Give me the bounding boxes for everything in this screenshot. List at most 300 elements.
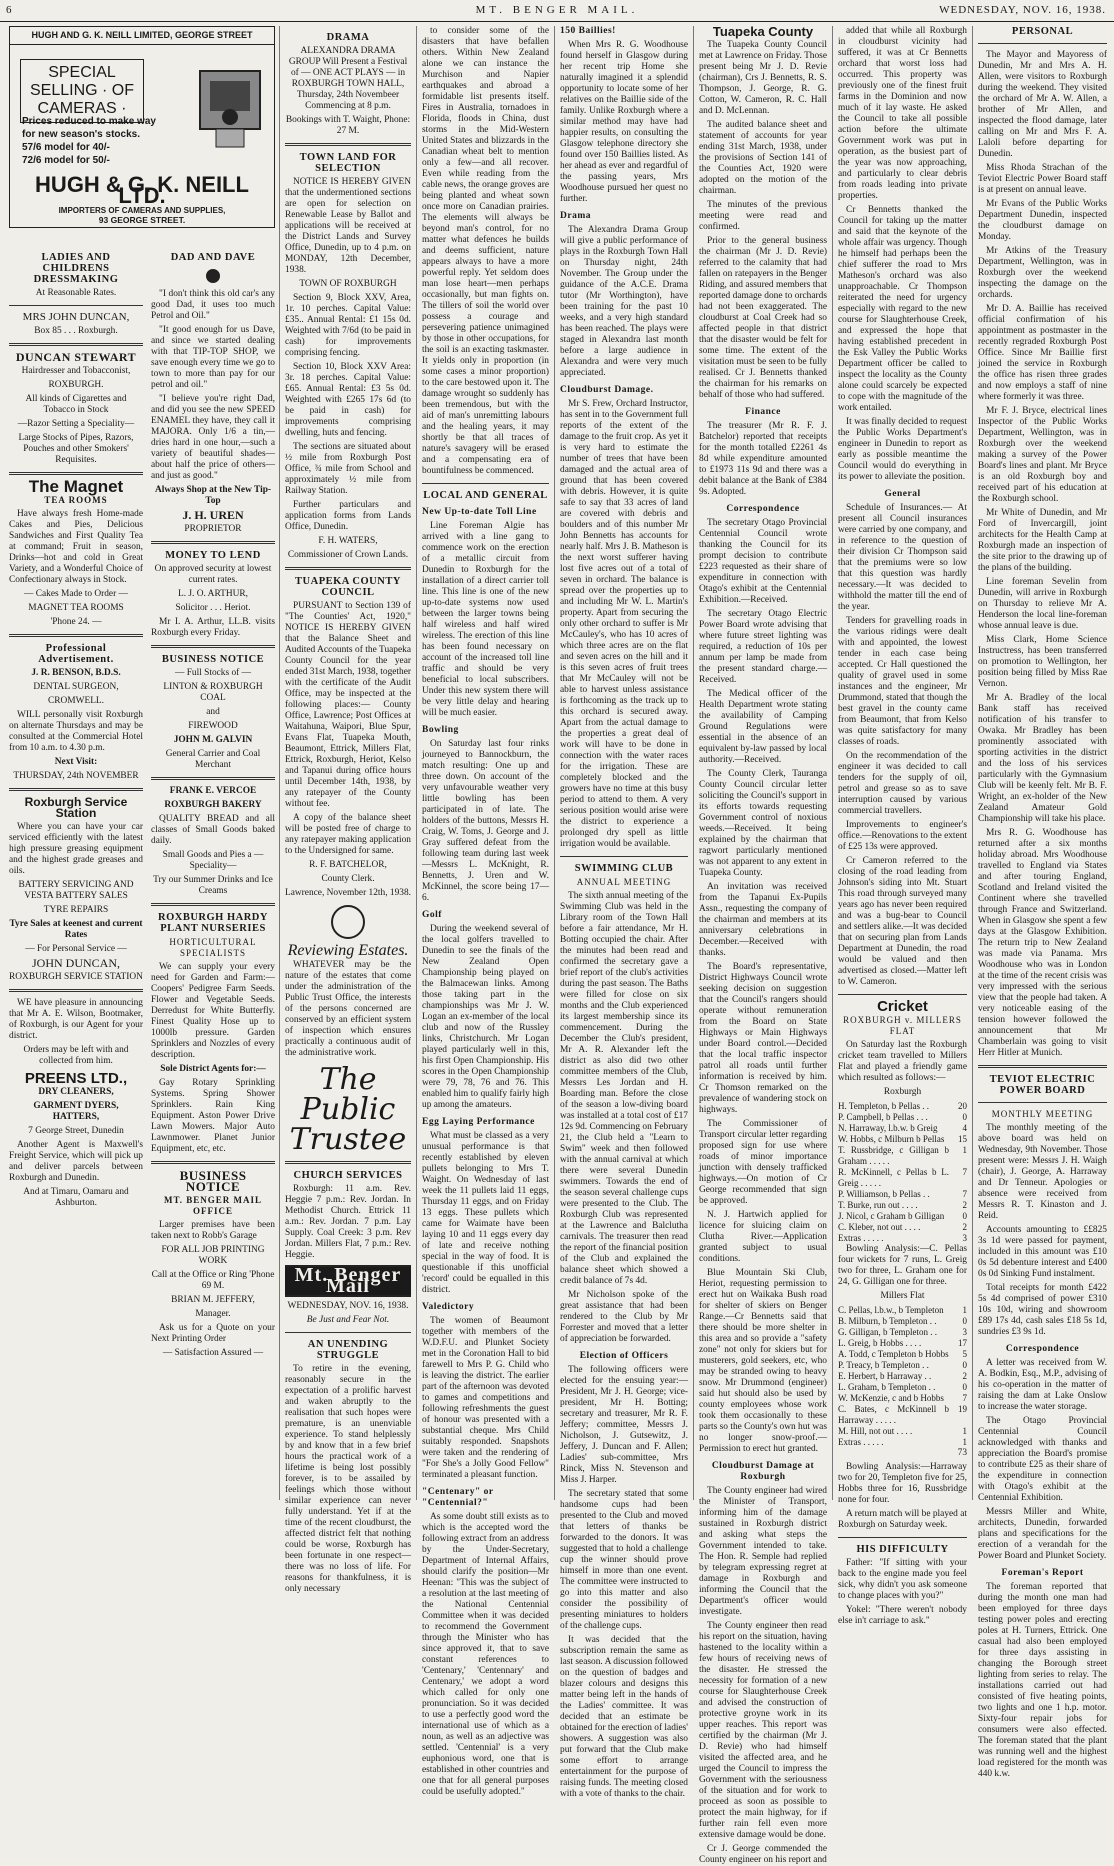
- return-match: A return match will be played at Roxburgh on Saturday week.: [838, 1509, 967, 1530]
- batsman: N. Harraway, l.b.w. b Greig: [838, 1123, 938, 1133]
- correspondence-text: The secretary Otago Provincial Centennial Council wrote thanking the Council for its prompt decision to contribute £223 requested as their share of expenditure in connection with Otago's exhibit at the Centennial Exhibition.—Received.: [699, 518, 827, 605]
- difficulty-text: Yokel: "There weren't nobody else in't carriage to ask.": [838, 1605, 967, 1626]
- runs: 0: [962, 1211, 967, 1221]
- tuapeka-heading: Tuapeka County: [712, 24, 814, 39]
- general-heading: General: [884, 489, 921, 499]
- cricket-heading: Cricket: [877, 998, 928, 1015]
- office-text: Larger premises have been taken next to Robb's Garage: [151, 1220, 275, 1241]
- column-2: [148, 246, 278, 1500]
- runs: 7: [962, 1167, 967, 1177]
- runs: 4: [962, 1123, 967, 1133]
- magnet-cakes: — Cakes Made to Order —: [24, 589, 128, 599]
- money-heading: MONEY TO LEND: [165, 550, 261, 561]
- duncan-address: Box 85 . . . Roxburgh.: [34, 326, 118, 336]
- hardy-agents: Sole District Agents for:—: [160, 1064, 266, 1074]
- tuapeka-notice-signature: Lawrence, November 12th, 1938.: [285, 888, 411, 898]
- centennial-heading: "Centenary" or "Centennial?": [422, 1487, 494, 1508]
- runs: 5: [962, 1349, 967, 1359]
- personal-text: Mr D. A. Baillie has received official confirmation of his appointment as postmaster in the recently regraded Roxburgh Post Office. Since Mr Baillie first joined the service in Roxburgh the office has risen three grades and now employs a staff of nine where formerly it was three.: [978, 304, 1107, 402]
- camera-company-name: HUGH & G. K. NEILL LTD.: [35, 172, 249, 208]
- officers-text: It was decided that the subscription remain the same as last season. A discussion followed on the question of badges and blazer colours and designs this matter being left in the hands of the Ladies' committee. It was decided that an estimate be obtained for the erection of ladies' showers. A suggestion was also put forward that the Club make some effort to arrange entertainment for the purpose of raising funds. The meeting closed with a vote of thanks to the chair.: [560, 1635, 688, 1799]
- runs: 0: [962, 1112, 967, 1122]
- public-trust-seal-icon: [331, 905, 365, 939]
- divider: [560, 856, 688, 857]
- land-text: NOTICE IS HEREBY GIVEN that the undermentioned sections are open for selection on Renewable Lease by Ballot and applications will be received at the District Lands and Survey Office, Dunedin, up to 4 p.m. on MONDAY, 12th December, 1938.: [285, 177, 411, 275]
- egg-heading: Egg Laying Performance: [422, 1117, 535, 1127]
- personal-text: Mr A. Bradley of the local Bank staff has received notification of his transfer to Owaka. Mr Bradley has been prominently associated with sporting activities in the district and the loss of his services particularly with the Gymnasium Club will be keenly felt. Mr B. F. Wright, an ex-holder of the New Zealand Amateur Gold Championship will take his place.: [978, 693, 1107, 824]
- land-signature-title: Commissioner of Crown Lands.: [287, 550, 409, 560]
- issue-date: WEDNESDAY, NOV. 16, 1938.: [939, 4, 1106, 16]
- divider: [285, 1161, 411, 1164]
- teviot-correspondence-heading: Correspondence: [1005, 1344, 1080, 1354]
- camera-line: 72/6 model for 50/-: [22, 155, 110, 166]
- runs: 15: [958, 1134, 967, 1144]
- hardy-list: Gay Rotary Sprinkling Systems. Spring Shower Sprinklers. Rain King Equipment. Aston Power Drive Lawn Mowers. Major Auto Lawnmower. Planet Junior Equipment, etc, etc.: [151, 1078, 275, 1154]
- score-row: [838, 1189, 967, 1200]
- swimming-heading: SWIMMING CLUB: [574, 863, 674, 874]
- toll-heading: New Up-to-date Toll Line: [422, 507, 537, 517]
- difficulty-text: Father: "If sitting with your back to the engine made you feel sick, why didn't you ask someone to change places with you?": [838, 1558, 967, 1601]
- tuapeka-notice-signature: R. F. BATCHELOR,: [309, 860, 387, 870]
- council-text: Cr Bennetts thanked the Council for taking up the matter and said that the keynote of the whole affair was urgency. Though he himself had perhaps been the chief sufferer the road to Mrs Matheson's orchard was also unapproachable. Cr Thompson reiterated the need for urgency especially with regard to the new course for Slaughterhouse Creek, and expressed the hope that having established precedent in the Esk Valley the Public Works Department officer be called to inspect the locality as the County alone could scarcely be expected to cope with the magnitude of the work entailed.: [838, 205, 967, 413]
- drama-news-text: The Alexandra Drama Group will give a public performance of plays in the Roxburgh Town Hall on Thursday night, 24th November. The Group under the guidance of the A.C.E. Drama tutor (Mr Worthington), have been training for the past 10 weeks, and a very high standard has been reached. The plays were staged in Alexandra last month before a large audience in Alexandra and were very much appreciated.: [560, 225, 688, 378]
- duncan-name: MRS JOHN DUNCAN,: [22, 311, 130, 323]
- roxburgh-scores: [838, 1101, 967, 1244]
- divider: [9, 305, 143, 306]
- wilson-text: WE have pleasure in announcing that Mr A. E. Wilson, Bootmaker, of Roxburgh, is our Agent for your district.: [9, 998, 143, 1041]
- runs: 17: [958, 1338, 967, 1348]
- public-trustee-logo: The Public Trustee: [289, 1062, 407, 1157]
- millers-flat-total: 73: [957, 1448, 967, 1458]
- score-row: [838, 1211, 967, 1222]
- runs: 3: [962, 1233, 967, 1243]
- batsman: J. Nicol, c Graham b Gilligan: [838, 1211, 945, 1221]
- drama-news-heading: Drama: [560, 211, 591, 221]
- camera-illustration-icon: [196, 67, 264, 151]
- column-4: [419, 26, 552, 1797]
- officers-heading: Election of Officers: [579, 1351, 669, 1361]
- score-row: [838, 1437, 967, 1448]
- divider: [285, 1332, 411, 1333]
- divider: [9, 788, 143, 791]
- swimming-text: Mr Nicholson spoke of the great assistance that had been rendered to the Club by Mr Forrester and moved that a letter of appreciation be forwarded.: [560, 1290, 688, 1344]
- batsman: L. Graham, b Templeton . .: [838, 1382, 936, 1392]
- bowling-text: On Saturday last four rinks journeyed to Bannockburn, the match resulting: One up and three down. On account of the very unfavourable weather very little bowling has been participated in of late. The holders of the buttons, Messrs H. Craig, W. Toms, J. George and J. Gray suffered defeat from the following team during last week—Messrs L. McKnight, R. Bennetts, J. Uren and W. McKinnel, the score being 17—6.: [422, 739, 549, 903]
- finance-heading: Finance: [745, 407, 781, 417]
- batsman: Extras . . . . .: [838, 1437, 884, 1447]
- column-rule: [279, 26, 280, 1500]
- office-text: FOR ALL JOB PRINTING WORK: [161, 1245, 265, 1266]
- general-text: Tenders for gravelling roads in the various ridings were dealt with and appointed, the lowest tender in each case being accepted. Cr Hall questioned the quality of gravel used in some instances and the engineer, Mr Drummond, stated that though the best gravel in the county came from Beaumont, that from Kelso was quite satisfactory for many classes of roads.: [838, 616, 967, 747]
- office-manager: Manager.: [195, 1309, 231, 1319]
- benson-town: CROMWELL.: [48, 696, 104, 706]
- runs: 7: [962, 1393, 967, 1403]
- church-text: Roxburgh: 11 a.m. Rev. Heggie 7 p.m.: Rev. Jordan. In Methodist Church. Ettrick 11 a.m.: Rev. Jordan. 7 p.m. Lay Supply. Coal Creek: 3 p.m. Rev Jordan. Millers Flat, 7 p.m.: Rev. Heggie.: [285, 1184, 411, 1260]
- teviot-correspondence-text: The Otago Provincial Centennial Council acknowledged with thanks and appreciation the Board's promise to contribute £25 as their share of the expenditure in connection with Otago's exhibit at the Centennial Exhibition.: [978, 1416, 1107, 1503]
- runs: 2: [962, 1222, 967, 1232]
- egg-text: What must be classed as a very unusual performance is that recently established by eleven pullets belonging to Mrs T. Waight. On Wednesday of last week the 11 pullets laid 11 eggs, Thursday 11 eggs, and on Friday 13 eggs. These pullets which came for Waimate have been laying 10 and 11 eggs every day of late and receive nothing special in the way of food. It is questionable if this unofficial 'record' could be equalled in this district.: [422, 1131, 549, 1295]
- page-number: 6: [6, 4, 13, 16]
- batsman: W. Hobbs, c Milburn b Pellas: [838, 1134, 945, 1144]
- runs: 1: [962, 1426, 967, 1436]
- masthead: [0, 0, 1114, 22]
- batsman: G. Gilligan, b Templeton . .: [838, 1327, 937, 1337]
- general-text: Schedule of Insurances.— At present all Council insurances were carried by one company, and in reference to the question of their division Cr Thompson said that the premiums were so low that this question was hardly necessary.—It was decided to withhold the matter till the end of the year.: [838, 503, 967, 612]
- roxburgh-team-heading: Roxburgh: [883, 1087, 922, 1097]
- divider: [151, 541, 275, 544]
- score-row: [838, 1360, 967, 1371]
- paper-motto: Be Just and Fear Not.: [306, 1315, 390, 1325]
- land-town: TOWN OF ROXBURGH: [299, 279, 397, 289]
- score-row: [838, 1222, 967, 1233]
- divider: [9, 472, 143, 475]
- millers-flat-heading: Millers Flat: [880, 1291, 925, 1301]
- batsman: C. Kleber, not out . . . .: [838, 1222, 921, 1232]
- hardy-sub: HORTICULTURAL SPECIALISTS: [169, 937, 257, 958]
- column-8: [975, 26, 1110, 1779]
- vercoe-text: Small Goods and Pies a —Speciality—: [162, 850, 264, 871]
- divider: [9, 343, 143, 346]
- cloudburst-heading: Cloudburst Damage.: [560, 385, 654, 395]
- column-rule: [554, 26, 555, 1500]
- toll-text: Line Foreman Algie has arrived with a line gang to commence work on the erection of a metallic circuit from Dunedin to Roxburgh for the installation of a direct carrier toll line. This line is one of the new up-to-date systems now used between the larger towns being half wireless and half wired wireless. The erection of this line has been found necessary on account of the increased toll line traffic and should be very beneficial to local subscribers. Under this new system there will be very little delay and hearing will be much easier.: [422, 521, 549, 718]
- batsman: H. Templeton, b Pellas . .: [838, 1101, 929, 1111]
- divider: [978, 43, 1107, 44]
- magnet-rooms: MAGNET TEA ROOMS: [28, 603, 124, 613]
- magnet-phone: 'Phone 24. —: [50, 617, 102, 627]
- correspondence-text: The Board's representative, District Highways Council wrote seeking decision on suggestion that the Council's rangers should operate without remuneration from the Board on State Highways or Main Highways under Board control.—Decided that the local traffic inspector patrol all roads until further information is received by him. Cr Thomson remarked on the prevalence of wandering stock on highways.: [699, 962, 827, 1115]
- camera-ad-column: [6, 26, 278, 238]
- dad-emblem-icon: [206, 269, 220, 283]
- valedictory-text: The women of Beaumont together with members of the W.D.F.U. and Plunket Society met in the Coronation Hall to bid farewell to Mrs P. G. Child who is leaving the district. The earlier part of the afternoon was devoted to games and competitions and following refreshments the guest of honour was presented with a substantial cheque. Mrs Child suitably responded. Snapshots were taken and the rendering of "For She's a Jolly Good Fellow" terminated a pleasant function.: [422, 1316, 549, 1480]
- office-heading: BUSINESS NOTICE: [179, 1168, 247, 1194]
- dad-shop: Always Shop at the New Tip-Top: [154, 485, 272, 506]
- dad-text: "I don't think this old car's any good Dad, it uses too much Petrol and Oil.": [151, 289, 275, 321]
- score-row: [838, 1404, 967, 1426]
- galvin-sub: General Carrier and Coal Merchant: [165, 749, 261, 770]
- cloudburst-roxburgh-text: The County engineer had wired the Minister of Transport, informing him of the damage sustained in Roxburgh district and asking what steps the Government intended to take. The Hon. R. Semple had replied by telegram expressing regret at damage in Roxburgh and informing the Council that the Department's officer would investigate.: [699, 1486, 827, 1617]
- divider: [285, 567, 411, 570]
- arthur-sub: Solicitor . . . Heriot.: [175, 603, 251, 613]
- tuapeka-text: The audited balance sheet and statement of accounts for year ending 31st March, 1938, under the provisions of Section 141 of the Counties Act, 1920 were adopted on the motion of the chairman.: [699, 120, 827, 196]
- personal-text: Mr Atkins of the Treasury Department, Wellington, was in Roxburgh over the weekend inspecting the damage on the orchards.: [978, 246, 1107, 300]
- stewart-sub: Hairdresser and Tobacconist,: [21, 366, 131, 376]
- divider: [151, 1161, 275, 1164]
- uren-name: J. H. UREN: [182, 508, 244, 522]
- vercoe-name: FRANK E. VERCOE: [169, 786, 257, 796]
- teviot-heading: TEVIOT ELECTRIC POWER BOARD: [989, 1074, 1096, 1096]
- column-6: [696, 24, 830, 1865]
- column-rule: [832, 26, 833, 1500]
- office-sub: MT. BENGER MAIL OFFICE: [163, 1195, 263, 1216]
- land-text: Further particulars and application forms from Lands Office, Dunedin.: [285, 500, 411, 532]
- tuapeka-notice-signature: County Clerk.: [321, 874, 375, 884]
- golf-text: During the weekend several of the local golfers travelled to Dunedin to see the finals of the New Zealand Open Championship being played on the Balmacewan links. Among those taking part in the championships was Mr J. W. Logan an ex-member of the local club and now of the Russley links, Christchurch. Mr Logan played particularly well in this, his first Open Championship. His scores in the Open Championship were 79, 78, 76 and 76. This enabled him to qualify fairly high up among the amateurs.: [422, 924, 549, 1110]
- editorial-text: to consider some of the disasters that have befallen others. Within New Zealand alone we can instance the Murchison and Napier earthquakes and abroad a formidable list presents itself. Fires in Australia, tornadoes in Florida, floods in China, dust storms in the Mid-Western United States and blizzards in the Canadian wheat belt to mention only a few—and all recover. Even while reading from the cable news, the orange groves are being planted and wheat sown once more on Canadian prairies. The elements will always be beyond man's control, for no matter what defences he builds and deems sufficient, nature appears always to have a more powerful reply. Yet seldom does man lose heart—men perhaps occasionally, but man fights on. The tillers of soil the world over possess a courage and persevering patience unimagined by those in other occupations, for the soil is an exacting taskmaster. It yields only in proportion (in some cases a minor proportion) to the care bestowed upon it. The damage wrought so suddenly has been tremendous, but with the aid of man's unremitting labours and the healing years, it may shortly be that all traces of nature's savagery will be erased and a compensating era of bountifulness be commenced.: [422, 26, 549, 476]
- batsman: T. Burke, run out . . . .: [838, 1200, 918, 1210]
- personal-text: Mrs R. G. Woodhouse has returned after a six months holiday abroad. Mrs Woodhouse travelled to England via States and after touring England, Scotland and Ireland visited the Continent where she travelled through France and Switzerland. When in Glasgow she spent a few days at the Glasgow Exhibition. The return trip to New Zealand was made via Panama. Mrs Woodhouse who was in London at the time of the recent crisis was very impressed with the serious view that the people had taken. A very noticeable easing of the tension however followed the announcement that Mr Chamberlain was going to visit Herr Hitler at Munich.: [978, 828, 1107, 1058]
- dad-text: "I believe you're right Dad, and did you see the new SPEED ENAMEL they have, they call it MAJORA. Only 1/6 a tin,—dries hard in one hour,—such a variety of beautiful shades—about half the price of others—and just as good.": [151, 394, 275, 481]
- land-text: The sections are situated about ½ mile from Roxburgh Post Office, ¾ mile from School and approximately ½ mile from Railway Station.: [285, 442, 411, 496]
- station-heading: Roxburgh Service Station: [24, 795, 128, 820]
- personal-text: Mr White of Dunedin, and Mr Ford of Invercargill, joint architects for the Health Camp at Roxburgh made an inspection of the site prior to the drawing up of the plans of the building.: [978, 508, 1107, 573]
- column-rule: [416, 26, 417, 1500]
- office-text: Ask us for a Quote on your Next Printing Order: [151, 1323, 275, 1344]
- batsman: E. Herbert, b Harraway . .: [838, 1371, 932, 1381]
- camera-importers: IMPORTERS OF CAMERAS AND SUPPLIES,: [58, 206, 226, 215]
- correspondence-text: An invitation was received from the Tapanui Ex-Pupils Assn., requesting the company of the chairman and members at its anniversary celebrations in December.—Received with thanks.: [699, 882, 827, 958]
- paper-title: Mt. Benger Mail: [285, 1265, 411, 1297]
- personal-heading: PERSONAL: [1011, 26, 1074, 37]
- correspondence-text: Blue Mountain Ski Club, Heriot, requesting permission to erect hut on Waikaka Bush road for shelter of skiers on Benger Range.—Cr Bennetts said that there should be more shelter in this area and so provide a "safety zone" not only for skiers but for musterers, gold seekers, etc, who may be stranded owing to heavy snow. Mr Drummond (engineer) said hut should also be used by county employees whose work took them occasionally to these parts so the County's own hut was no longer snow-proof.—Permission to erect hut granted.: [699, 1268, 827, 1454]
- office-text: Call at the Office or Ring 'Phone 69 M.: [151, 1270, 275, 1291]
- divider: [422, 483, 549, 484]
- dad-heading: DAD AND DAVE: [170, 252, 256, 263]
- land-heading: TOWN LAND FOR SELECTION: [299, 152, 397, 174]
- preens-text: And at Timaru, Oamaru and Ashburton.: [23, 1187, 129, 1208]
- batsman: C. Pellas, l.b.w., b Templeton: [838, 1305, 944, 1315]
- baillies-text: When Mrs R. G. Woodhouse found herself in Glasgow during her recent trip Home she naturally imagined it a splendid opportunity to locate some of her relatives on the Baillie side of the family. Unlike Roxburgh where a similar method may have had happier results, on consulting the Glasgow telephone directory she found over 150 Baillies listed. As her ahead as ever and regardful of the passing years, Mrs Woodhouse pursued her quest no further.: [560, 40, 688, 204]
- correspondence-text: The Medical officer of the Health Department wrote stating the availability of Camping Ground Regulations were essential in the absence of an equivalent by-law passed by local authority.—Received.: [699, 689, 827, 765]
- divider: [285, 143, 411, 146]
- teviot-text: Total receipts for month £422 5s 4d comprised of power £310 10s 10d, wiring and showroom £89 17s 4d, cash sales £18 5s 1d, sundries £3 9s 1d.: [978, 1283, 1107, 1337]
- camera-prices: [22, 115, 156, 167]
- column-7: [835, 26, 970, 1626]
- station-name: JOHN DUNCAN,: [31, 956, 120, 970]
- drama-text: ALEXANDRA DRAMA GROUP Will Present a Festival of — ONE ACT PLAYS — in ROXBURGH TOWN HALL, Thursday, 24th Novembeer Commencing at 8 p.m.: [288, 46, 408, 111]
- camera-ad-header: HUGH AND G. K. NEILL LIMITED, GEORGE STREET: [10, 27, 274, 45]
- foreman-text: The foreman reported that during the month one man had been employed for three days testing power poles and erecting poles at H. Turners, Ettrick. One casual had also been employed for three days assisting in changing the Borough street lighting from series to relay. The installations carried out had consisted of five heating points, two lights and one 1 h.p. motor. Sixty-four repair jobs for consumers were also effected. The foreman stated that the plant was running well and the highest load registered for the month was 440 k.w.: [978, 1582, 1107, 1779]
- score-row: [838, 1167, 967, 1189]
- benson-next: Next Visit:: [54, 757, 98, 767]
- council-text: It was finally decided to request the Public Works Department's engineer in Dunedin to report as early as possible meantime the Council would do everything in its power to alleviate the position.: [838, 417, 967, 482]
- paper-name: MT. BENGER MAIL.: [475, 4, 639, 16]
- score-row: [838, 1123, 967, 1134]
- magnet-sub: TEA ROOMS: [44, 495, 108, 505]
- business-heading: BUSINESS NOTICE: [161, 654, 265, 665]
- cricket-text: On Saturday last the Roxburgh cricket team travelled to Millers Flat and played a friendly game which resulted as follows:—: [838, 1040, 967, 1083]
- personal-text: The Mayor and Mayoress of Dunedin, Mr and Mrs A. H. Allen, were visitors to Roxburgh during the weekend. They visited the orchard of Mr A. W. Allen, a brother of Mr Allen, and inspected the flood damage, later calling on Mr and Mrs F. A. Laloli before departing for Dunedin.: [978, 50, 1107, 159]
- runs: 0: [962, 1360, 967, 1370]
- vercoe-text: QUALITY BREAD and all classes of Small Goods baked daily.: [151, 814, 275, 846]
- batsman: P. Williamson, b Pellas . .: [838, 1189, 930, 1199]
- galvin-name: JOHN M. GALVIN: [173, 735, 253, 745]
- arthur-name: L. J. O. ARTHUR,: [177, 589, 248, 599]
- land-text: Section 10, Block XXV Area: 3r. 18 perches. Capital Value: £65. Annual Rental: £3 5s 0d. Weighted with £265 17s 6d (to be paid in cash) for improvements comprising dwelling, huts and fencing.: [285, 362, 411, 438]
- bowling-heading: Bowling: [422, 725, 459, 735]
- station-tyre: TYRE REPAIRS: [43, 905, 109, 915]
- score-row: [838, 1134, 967, 1145]
- cricket-sub: ROXBURGH v. MILLERS FLAT: [843, 1015, 962, 1036]
- preens-text: Another Agent is Maxwell's Freight Service, which will pick up and deliver parcels between Roxburgh and Dunedin.: [9, 1140, 143, 1183]
- tuapeka-text: The minutes of the previous meeting were read and confirmed.: [699, 200, 827, 232]
- batsman: A. Todd, c Templeton b Hobbs: [838, 1349, 949, 1359]
- column-1: [6, 246, 146, 1500]
- camera-line: 57/6 model for 40/-: [22, 142, 110, 153]
- hardy-text: We can supply your every need for Garden and Farm:— Coopers' Pedigree Farm Seeds. Flower and Vegetable Seeds. Derredust for White Butterfly. Finest Quality Hose up to 1000lb pressure. Garden Sprinklers and Nozzles of every description.: [151, 962, 275, 1060]
- score-row: [838, 1233, 967, 1244]
- divider: [978, 1102, 1107, 1103]
- personal-text: Mr F. J. Bryce, electrical lines Inspector of the Public Works Department, Wellington, was in Roxburgh over the weekend making a survey of the Power Board's lines and plant. Mr Bryce is an old Roxburgh boy and received part of his education at the Roxburgh school.: [978, 406, 1107, 504]
- tuapeka-text: Prior to the general business the chairman (Mr J. D. Revie) referred to the calamity that had fallen on ratepayers in the Benger Riding, and assured members that reported damage done to orchards had not been exaggerated. The cloudburst at Coal Creek had so affected people in that district that the disaster would be felt for some time. The extent of the visitation must be seen to be fully realised. Cr J. Bennetts thanked the chairman for his remarks on behalf of those who had suffered.: [699, 236, 827, 400]
- personal-text: Miss Clark, Home Science Instructress, has been transferred on promotion to Wellington, her position being filled by Miss Rae Vernon.: [978, 635, 1107, 689]
- batsman: R. McKinnell, c Pellas b L. Greig . . . . .: [838, 1167, 949, 1188]
- magnet-text: Have always fresh Home-made Cakes and Pies, Delicious Sandwiches and First Quality Tea at command; Fruit in season, Drinks—hot and cold in Great Variety, and a Wonderful Choice of Confectionary always in Stock.: [9, 509, 143, 585]
- personal-text: Line foreman Sevelin from Dunedin, will arrive in Roxburgh on Thursday to relieve Mr A. Henderson the local line-foreman whose annual leave is due.: [978, 577, 1107, 631]
- correspondence-text: N. J. Hartwich applied for licence for sluicing claim on Clutha River.—Application granted subject to usual conditions.: [699, 1210, 827, 1264]
- dad-text: "It good enough for us Dave, and since we started dealing with that TIP-TOP SHOP, we save enough every time we go to town to more than pay for our petrol and oil.": [151, 325, 275, 390]
- runs: 3: [962, 1327, 967, 1337]
- batsman: T. Russbridge, c Gilligan b Graham . . . . .: [838, 1145, 949, 1166]
- teviot-correspondence-text: Messrs Miller and White, architects, Dunedin, forwarded plans and specifications for the erection of a verandah for the Power Board and Plunket Society.: [978, 1507, 1107, 1561]
- vercoe-sub: ROXBURGH BAKERY: [164, 800, 262, 810]
- camera-line: Prices reduced to make way: [22, 116, 156, 127]
- estates-text: WHATEVER may be the nature of the estates that come under the administration of the Public Trust Office, the interests of the persons concerned are conserved by an efficient system of inspection which ensures practically a continuous audit of the administrative work.: [285, 960, 411, 1058]
- stewart-town: ROXBURGH.: [48, 380, 104, 390]
- preens-address: 7 George Street, Dunedin: [28, 1126, 124, 1136]
- paper-date: WEDNESDAY, NOV. 16, 1938.: [287, 1301, 409, 1311]
- preens-text: Orders may be left with and collected from him.: [23, 1045, 129, 1066]
- teviot-sub: MONTHLY MEETING: [991, 1109, 1094, 1119]
- column-5: [557, 26, 691, 1799]
- score-row: [838, 1101, 967, 1112]
- swimming-sub: ANNUAL MEETING: [576, 877, 672, 887]
- local-general-heading: LOCAL AND GENERAL: [423, 490, 548, 501]
- tuapeka-text: The Tuapeka County Council met at Lawrence on Friday. Those present being Mr J. D. Revie (chairman), Crs J. Bennetts, R. S. Thompson, J. George, R. G. Cotton, W. Cameron, R. C. Hall and D. McLennan.: [699, 40, 827, 116]
- benson-date: THURSDAY, 24th NOVEMBER: [13, 771, 139, 781]
- office-name: BRIAN M. JEFFERY,: [171, 1295, 255, 1305]
- cloudburst-roxburgh-heading: Cloudburst Damage at Roxburgh: [711, 1461, 815, 1482]
- runs: 2: [962, 1200, 967, 1210]
- runs: 20: [958, 1101, 967, 1111]
- cloudburst-roxburgh-text: Cr J. George commended the County engineer on his report and: [699, 1844, 827, 1865]
- preens-name: PREENS LTD.,: [24, 1070, 128, 1087]
- golf-heading: Golf: [422, 910, 442, 920]
- correspondence-text: The Commissioner of Transport circular letter regarding proposed sign for use where roads of minor importance junction with densely trafficked highways.—On motion of Cr George recommended that sign be approved.: [699, 1119, 827, 1206]
- station-tyres: Tyre Sales at keenest and current Rates: [9, 919, 143, 940]
- batsman: L. Greig, b Hobbs . . . .: [838, 1338, 922, 1348]
- score-row: [838, 1200, 967, 1211]
- preens-sub: DRY CLEANERS,: [38, 1087, 114, 1097]
- arthur-text: Mr I. A. Arthur, LL.B. visits Roxburgh every Friday.: [151, 617, 275, 638]
- correspondence-heading: Correspondence: [726, 504, 800, 514]
- millers-flat-bowling: Bowling Analysis:—Harraway two for 20, Templeton five for 25, Hobbs three for 16, Russbridge none for four.: [838, 1462, 967, 1505]
- divider: [151, 903, 275, 906]
- divider: [9, 634, 143, 637]
- camera-address: 93 GEORGE STREET.: [98, 215, 186, 225]
- business-stocks: — Full Stocks of —: [174, 668, 252, 678]
- foreman-heading: Foreman's Report: [1001, 1568, 1084, 1578]
- money-text: On approved security at lowest current rates.: [154, 564, 272, 585]
- score-row: [838, 1305, 967, 1316]
- batsman: P. Treacy, b Templeton . .: [838, 1360, 929, 1370]
- divider: [838, 1537, 967, 1538]
- correspondence-text: The County Clerk, Tauranga County Council circular letter soliciting the Council's support in its efforts towards requesting Government control of noxious weeds.—Received. It being explained by the chairman that ragwort particularly mentioned was not apparent to any extent in Tuapeka County.: [699, 769, 827, 878]
- stewart-text: Large Stocks of Pipes, Razors, Pouches and other Smokers' Requisites.: [18, 433, 134, 465]
- score-row: [838, 1145, 967, 1167]
- difficulty-heading: HIS DIFFICULTY: [856, 1544, 949, 1555]
- baillies-heading: 150 Baillies!: [560, 26, 616, 36]
- runs: 19: [958, 1404, 967, 1414]
- professional-heading: Professional Advertisement.: [38, 643, 114, 665]
- batsman: W. McKenzie, c and b Hobbs: [838, 1393, 944, 1403]
- valedictory-heading: Valedictory: [422, 1302, 475, 1312]
- divider: [151, 777, 275, 780]
- batsman: B. Milburn, b Templeton . .: [838, 1316, 937, 1326]
- benson-sub: DENTAL SURGEON,: [33, 682, 119, 692]
- score-row: [838, 1112, 967, 1123]
- business-and: and: [206, 707, 220, 717]
- magnet-heading: The Magnet: [28, 477, 124, 496]
- column-rule: [693, 26, 694, 1500]
- benson-text: WILL personally visit Roxburgh on alternate Thursdays and may be consulted at the Commercial Hotel from 10 a.m. to 4.30 p.m.: [9, 710, 143, 753]
- benson-name: J. R. BENSON, B.D.S.: [31, 668, 121, 678]
- finance-text: The treasurer (Mr R. F. J. Batchelor) reported that receipts for the month totalled £2261 4s 8d while expenditure amounted to £1973 11s 9d and there was a debit balance at the Bank of £384 9s. Adopted.: [699, 421, 827, 497]
- camera-ad: [9, 26, 275, 228]
- score-row: [838, 1426, 967, 1437]
- tuapeka-notice-text: PURSUANT to Section 139 of "The Counties' Act, 1920," NOTICE IS HEREBY GIVEN that the Balance Sheet and Audited Accounts of the Tuapeka County Council for the year ended 31st March, 1938, together with the certificate of the Audit Office, may be inspected at the following places:— County Office, Lawrence; Post Offices at Waitahuna, Waipori, Blue Spur, Evans Flat, Tuapeka Mouth, Beaumont, Ettrick, Millers Flat, Ettrick, Roxburgh, Heriot, Kelso and Tapanui during office hours until December 14th, 1938, by any ratepayer of the County without fee.: [285, 601, 412, 809]
- cloudburst-roxburgh-text: The County engineer then read his report on the situation, having hastened to the locality within a few hours of receiving news of the disaster. He stressed the necessity for formation of a new course for Slaughterhouse Creek and advised the construction of protective groyne work in its upper reaches. This report was certified by the chairman (Mr J. D. Revie) who had himself visited the affected area, and he urged the Council to impress the Government with the seriousness of the situation and for work to proceed as soon as possible to protect the main highway, for if further rain fell even more extensive damage would be done.: [699, 1621, 827, 1840]
- batsman: P. Campbell, b Pellas . . .: [838, 1112, 928, 1122]
- station-personal: — For Personal Service —: [25, 944, 127, 954]
- score-row: [838, 1327, 967, 1338]
- stewart-heading: DUNCAN STEWART: [15, 350, 137, 364]
- batsman: Extras . . . . .: [838, 1233, 884, 1243]
- tuapeka-notice-heading: TUAPEKA COUNTY COUNCIL: [295, 576, 401, 598]
- land-text: Section 9, Block XXV, Area, 1r. 10 perches. Capital Value: £35.. Annual Rental: £1 15s 0d. Weighted with 7/6d (to be paid in cash) for improvements comprising fencing.: [285, 293, 411, 358]
- score-row: [838, 1371, 967, 1382]
- millers-flat-scores: [838, 1305, 967, 1448]
- station-sub: ROXBURGH SERVICE STATION: [9, 972, 143, 982]
- business-firewood: FIREWOOD: [188, 721, 238, 731]
- correspondence-text: The secretary Otago Electric Power Board wrote advising that where future street lighting was required, a reduction of 10s per annum per lamp be made from the present standard charge.—Received.: [699, 609, 827, 685]
- runs: 2: [962, 1371, 967, 1381]
- runs: 7: [962, 1189, 967, 1199]
- divider: [978, 1065, 1107, 1068]
- score-row: [838, 1316, 967, 1327]
- column-rule: [972, 26, 973, 1500]
- centennial-text: As some doubt still exists as to which is the accepted word the following extract from an address by the Under-Secretary, Department of Internal Affairs, should clarify the position—Mr Heenan: "This was the subject of a resolution at the last meeting of the National Centennial Committee when it was decided to recommend the Government through the Minister who has since approved it, that to save constant references to 'Centenary,' 'Centennary' and Centenary,' we adopt a word which called for only one pronunciation. So it was decided to use a perfectly good word the international use of which as a noun, as well as an adjective was settled. 'Centennial' is a very euphonious word, one that is established in other countries and one that for all general purposes could be usefully adopted.": [422, 1512, 549, 1797]
- tuapeka-notice-text: A copy of the balance sheet will be posted free of charge to any ratepayer making application to the Undersigned for same.: [285, 813, 411, 856]
- officers-text: The secretary stated that some handsome cups had been presented to the Club and moved that letters of thanks be forwarded to the donors. It was suggested that to hold a challenge cup the winner should prove himself in more than one event. The committee were instructed to go into this matter and also consider the possibility of presenting miniatures to holders of the challenge cups.: [560, 1489, 688, 1631]
- swimming-text: The sixth annual meeting of the Swimming Club was held in the Library room of the Town Hall before a fair attendance, Mr H. Botting occupied the chair. After the minutes had been read and confirmed the secretary gave a brief report of the club's activities during the past season. The Baths were filled for close on six months and the Club experienced its largest membership since its commencement. During the December the Club's president, Mr A. R. Alexander left the district as also did two other committee members of the Club, Messrs Les Jordan and H. Boarding man. Before the close of the season a low-diving board was installed at a total cost of £17 12s 9d. Commencing on February 21, the Club held a "Learn to Swim" week and then followed with the annual carnival at which there were several Dunedin swimmers. Towards the end of the season several challenge cups were presented to the Club. The Roxburgh Club was represented at the Lawrence and Balclutha carnivals. The treasurer then read the report of the financial position of the Club and explained the balance sheet which showed a credit balance of 7s 4d.: [560, 891, 688, 1286]
- teviot-correspondence-text: A letter was received from W. A. Bodkin, Esq., M.P., advising of his co-operation in the matter of raising the dam at Lake Onslow to increase the water storage.: [978, 1358, 1107, 1412]
- teviot-text: Accounts amounting to ££825 3s 1d were passed for payment, included in this amount was £10 0s 5d debenture interest and £400 0s 0d Sinking Fund instalment.: [978, 1225, 1107, 1279]
- drama-bookings: Bookings with T. Waight, Phone: 27 M.: [285, 115, 411, 136]
- station-text: Where you can have your car serviced efficiently with the latest high pressure greasing equipment and the highest grade greases and oils.: [9, 822, 143, 876]
- dressmaking-heading: LADIES AND CHILDRENS DRESSMAKING: [33, 252, 119, 285]
- column-3: [282, 26, 414, 1594]
- church-heading: CHURCH SERVICES: [293, 1170, 403, 1181]
- vercoe-text: Try our Summer Drinks and Ice Creams: [153, 875, 273, 896]
- runs: 0: [962, 1382, 967, 1392]
- estates-heading: Reviewing Estates.: [287, 942, 409, 959]
- cloudburst-text: Mr S. Frew, Orchard Instructor, has sent in to the Government full reports of the extent of the damage to the fruit crop. As yet it is very hard to estimate the number of trees that have been damaged and the actual area of ground that has been covered with debris. However, it is quite safe to say that 33 acres of land are covered with debris and boulders and of this number Mr John Bennetts has accounts for nearly half. Mrs J. B. Matheson is the next worst sufferer having lost five acres out of a total of seven in orchard. The balance is spread over the properties up to and including Mr W. L. Martin's property. Apart from securing the only other orchard to suffer is Mr McCauley's, who has 10 acres of which three acres are on the flat and seven acres on the hill and it is this seven acres of fruit trees that Mr McCauley will not be able to harvest unless assistance is forthcoming as the track up to this orchard is secured away. Apart from the actual damage to the properties a great deal of work will have to be done in connection with the water races for the irrigation. These are completely blocked and the growers have no time at this busy period to attend to them. A very serious position would arise were the district to experience a prolonged dry spell as little irrigation would be available.: [560, 399, 688, 849]
- general-text: Improvements to engineer's office.—Renovations to the extent of £25 13s were approved.: [838, 820, 967, 852]
- office-text: — Satisfaction Assured —: [162, 1348, 264, 1358]
- stewart-text: —Razor Setting a Speciality—: [17, 419, 135, 429]
- dressmaking-rates: At Reasonable Rates.: [35, 288, 117, 298]
- divider: [151, 645, 275, 648]
- unending-text: To retire in the evening, reasonably secure in the expectation of a prolific harvest and waken abruptly to the realisation that such hopes were premature, is an unenviable experience. To stand helplessly by and know that in a few brief hours the practical work of a lifetime is being lost possibly forever, is to be assailed by feelings which those without similar experience can never fully understand. Yet if at the time of the recent cloudburst, the affected district felt that nothing could be worse, Roxburgh has been fortunate in one respect—there was no loss of life. For reasons for thankfulness, it is only necessary: [285, 1364, 411, 1594]
- batsman: M. Hill, not out . . . .: [838, 1426, 913, 1436]
- uren-sub: PROPRIETOR: [184, 524, 242, 534]
- land-signature: F. H. WATERS,: [318, 536, 378, 546]
- score-row: [838, 1338, 967, 1349]
- teviot-text: The monthly meeting of the above board was held on Wednesday, 9th November. Those present were: Messrs J. H. Waigh (chair), J. George, A. Harraway and Dr Tenneur. Apologies or absence were received from Messrs R. T. Kinaston and J. Reid.: [978, 1123, 1107, 1221]
- roxburgh-bowling: Bowling Analysis:—C. Pellas four wickets for 7 runs, L. Greig two for three, L. Graham one for 24, G. Gilligan one for three.: [838, 1244, 967, 1287]
- stewart-text: All kinds of Cigarettes and Tobacco in Stock: [25, 394, 127, 415]
